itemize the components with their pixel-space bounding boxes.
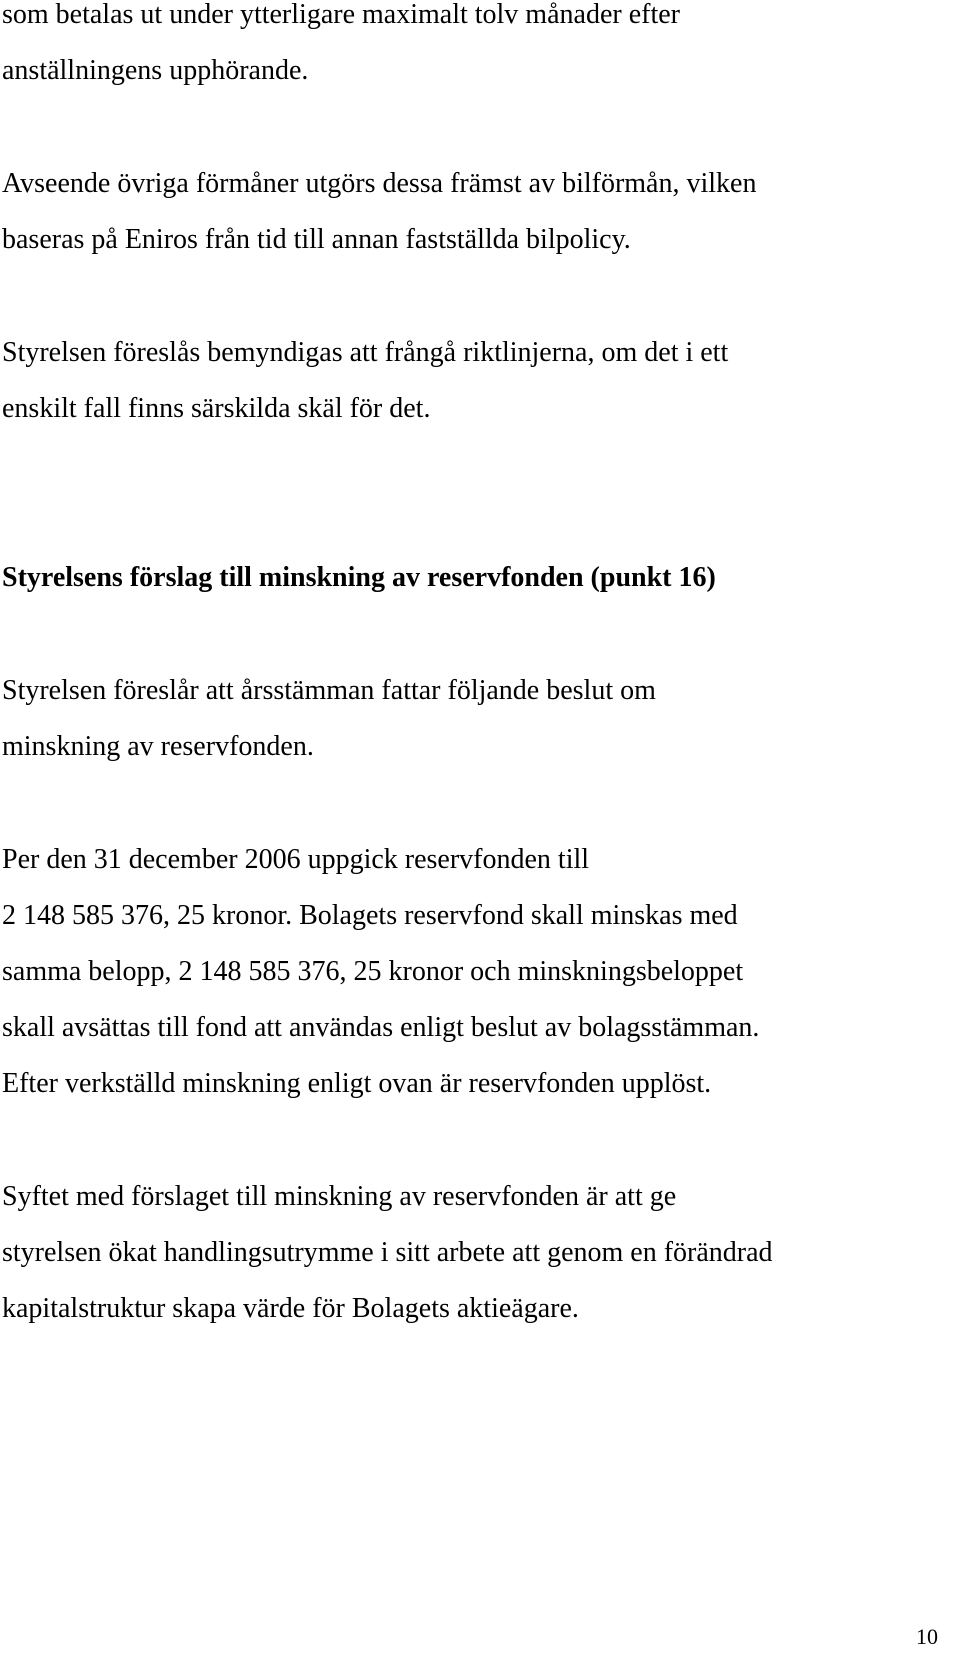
paragraph-other-benefits-line: baseras på Eniros från tid till annan fastställda bilpolicy. — [2, 224, 631, 255]
paragraph-reserve-amount-line: 2 148 585 376, 25 kronor. Bolagets reservfond skall minskas med — [2, 900, 738, 931]
paragraph-purpose-line: kapitalstruktur skapa värde för Bolagets aktieägare. — [2, 1293, 579, 1324]
paragraph-other-benefits-line: Avseende övriga förmåner utgörs dessa främst av bilförmån, vilken — [2, 168, 757, 199]
paragraph-benefits-continuation-line: som betalas ut under ytterligare maximalt tolv månader efter — [2, 0, 680, 30]
paragraph-reserve-amount-line: Efter verkställd minskning enligt ovan är reservfonden upplöst. — [2, 1068, 712, 1099]
paragraph-reserve-amount-line: Per den 31 december 2006 uppgick reservfonden till — [2, 844, 590, 875]
page-number: 10 — [916, 1624, 938, 1649]
paragraph-proposal-intro-line: Styrelsen föreslår att årsstämman fattar följande beslut om — [2, 675, 656, 706]
paragraph-board-deviation-line: Styrelsen föreslås bemyndigas att frångå riktlinjerna, om det i ett — [2, 337, 729, 368]
paragraph-purpose-line: Syftet med förslaget till minskning av reservfonden är att ge — [2, 1181, 677, 1212]
paragraph-reserve-amount-line: skall avsättas till fond att användas enligt beslut av bolagsstämman. — [2, 1012, 760, 1043]
paragraph-reserve-amount-line: samma belopp, 2 148 585 376, 25 kronor och minskningsbeloppet — [2, 956, 744, 987]
section-heading: Styrelsens förslag till minskning av reservfonden (punkt 16) — [2, 562, 716, 593]
paragraph-proposal-intro-line: minskning av reservfonden. — [2, 731, 314, 762]
paragraph-purpose-line: styrelsen ökat handlingsutrymme i sitt arbete att genom en förändrad — [2, 1237, 773, 1268]
paragraph-benefits-continuation-line: anställningens upphörande. — [2, 55, 309, 86]
paragraph-board-deviation-line: enskilt fall finns särskilda skäl för det. — [2, 393, 431, 424]
